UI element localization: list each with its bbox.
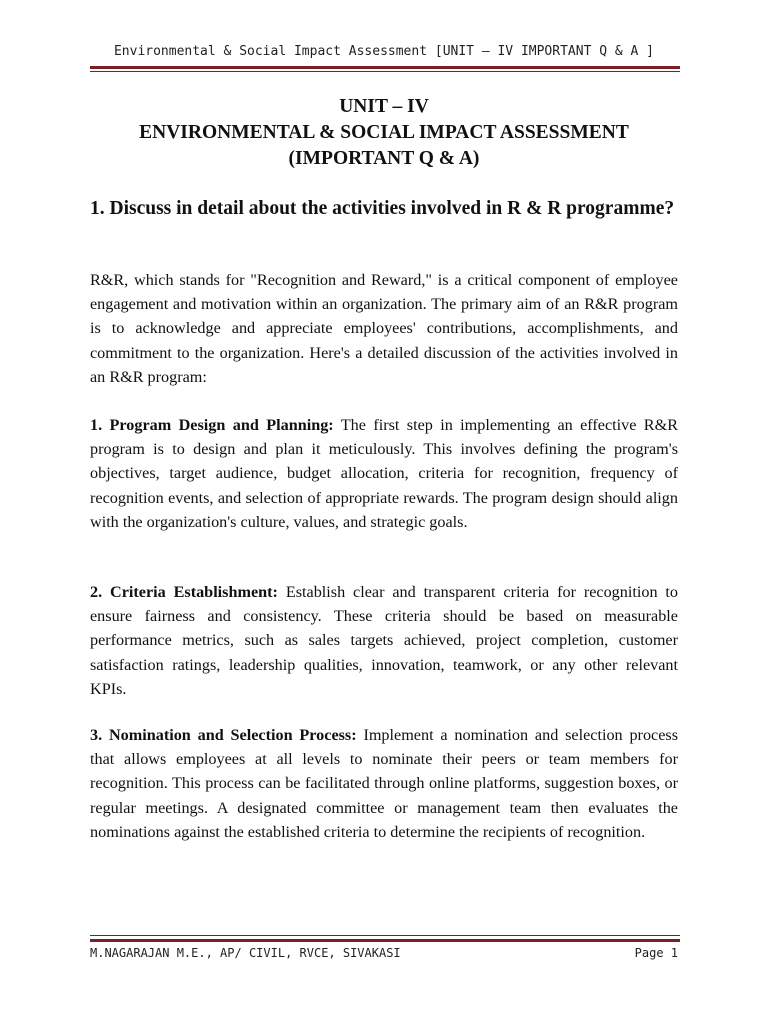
title-line-qa: (IMPORTANT Q & A) — [288, 148, 480, 169]
running-header: Environmental & Social Impact Assessment [UNIT – IV IMPORTANT Q & A ] — [113, 44, 655, 59]
point-text: The first step in implementing an effective R&R program is to design and plan it meticulously. This involves defining the program's objectives, target audience, budget allocation, criteria for recognition, frequency of recognition events, and selection of appropriate rewards. The program design should align with the organization's culture, values, and strategic goals. — [90, 416, 678, 531]
point-text: Establish clear and transparent criteria for recognition to ensure fairness and consistency. These criteria should be based on measurable performance metrics, such as sales targets achieved, project completion, customer satisfaction ratings, leadership qualities, innovation, teamwork, or any other relevant KPIs. — [90, 583, 679, 698]
footer-rule-thin — [90, 935, 680, 936]
footer-author: M.NAGARAJAN M.E., AP/ CIVIL, RVCE, SIVAKASI — [90, 946, 401, 960]
point-nomination-selection — [90, 723, 678, 844]
page-title — [0, 94, 768, 172]
title-line-subject: ENVIRONMENTAL & SOCIAL IMPACT ASSESSMENT — [139, 122, 629, 143]
point-heading: 3. Nomination and Selection Process: — [90, 726, 357, 744]
title-line-unit: UNIT – IV — [339, 96, 429, 117]
intro-paragraph: R&R, which stands for "Recognition and Reward," is a critical component of employee engagement and motivation within an organization. The primary aim of an R&R program is to acknowledge and appreciate employees' contributions, accomplishments, and commitment to the organization. Here's a detailed discussion of the activities involved in an R&R program: — [90, 271, 678, 386]
footer-page-number: Page 1 — [634, 946, 678, 960]
point-criteria-establishment — [90, 580, 678, 701]
header-rule-thick — [90, 66, 680, 69]
point-text: Implement a nomination and selection process that allows employees at all levels to nominate their peers or team members for recognition. This process can be facilitated through online platforms, suggestion boxes, or regular meetings. A designated committee or management team then evaluates the nominations against the established criteria to determine the recipients of recognition. — [90, 726, 679, 841]
question-heading: 1. Discuss in detail about the activities involved in R & R programme? — [90, 198, 675, 219]
point-program-design — [90, 413, 678, 534]
point-heading: 1. Program Design and Planning: — [90, 416, 334, 434]
point-heading: 2. Criteria Establishment: — [90, 583, 278, 601]
footer-rule-thick — [90, 939, 680, 942]
header-rule-thin — [90, 71, 680, 72]
